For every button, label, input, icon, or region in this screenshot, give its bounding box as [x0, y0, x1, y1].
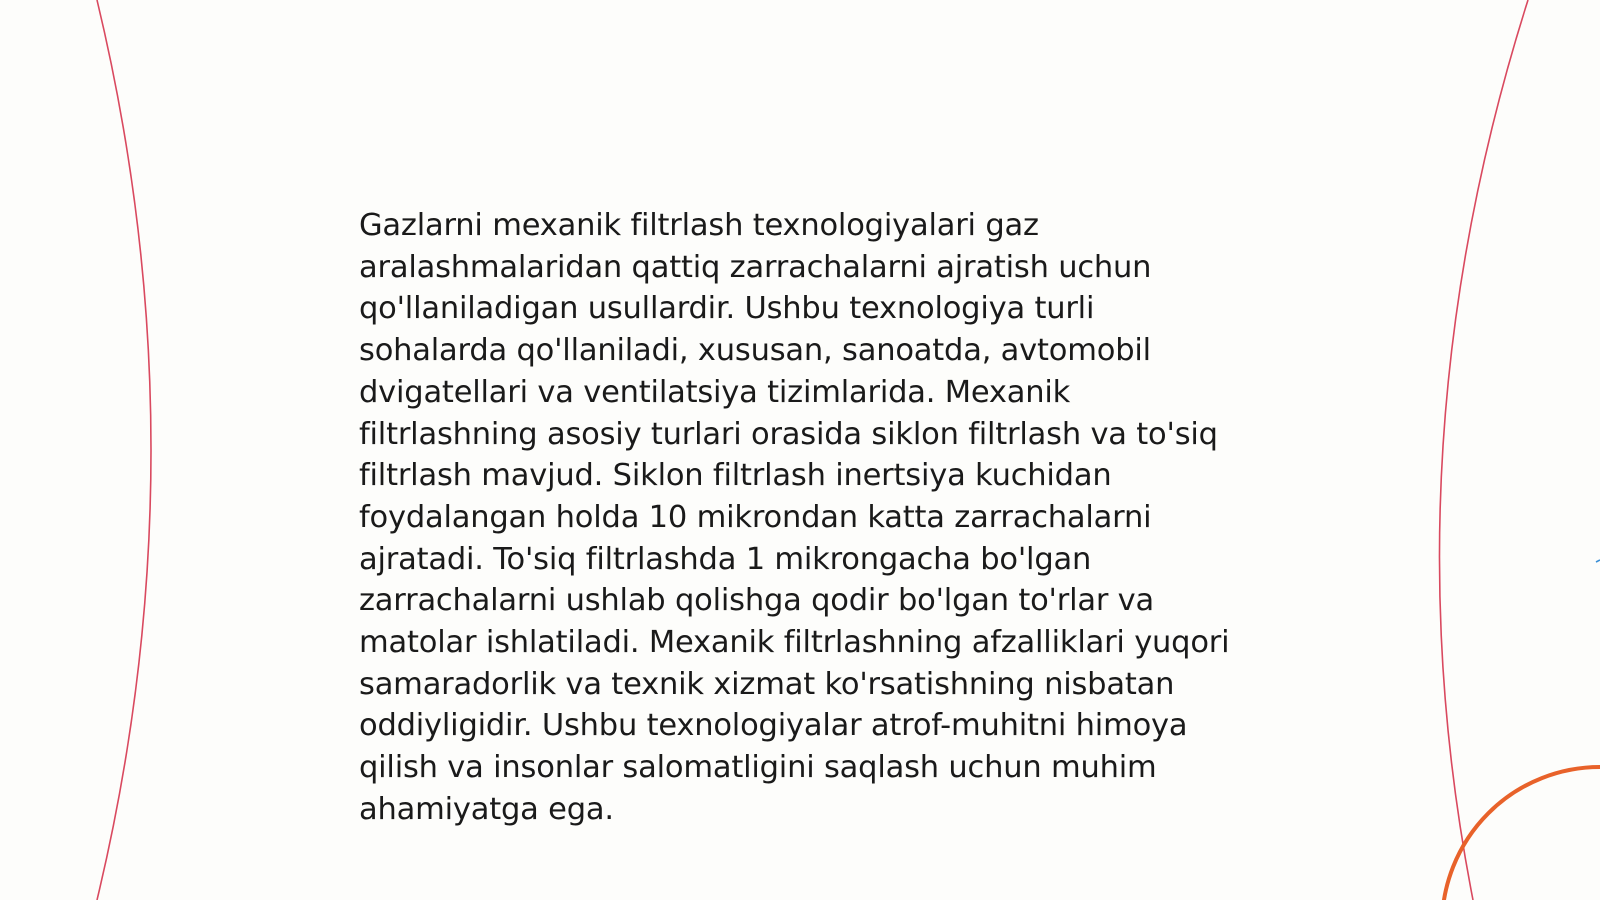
blue-accent-mark [1596, 560, 1600, 562]
slide-body-text: Gazlarni mexanik filtrlash texnologiyalari gaz aralashmalaridan qattiq zarrachalarni ajratish uchun qo'llaniladigan usullardir. Ushbu texnologiya turli sohalarda qo'llaniladi, xususan, sanoatda, avtomobil dvigatellari va ventilatsiya tizimlarida. Mexanik filtrlashning asosiy turlari orasida siklon filtrlash va to'siq filtrlash mavjud. Siklon filtrlash inertsiya kuchidan foydalangan holda 10 mikrondan katta zarrachalarni ajratadi. To'siq filtrlashda 1 mikrongacha bo'lgan zarrachalarni ushlab qolishga qodir bo'lgan to'rlar va matolar ishlatiladi. Mexanik filtrlashning afzalliklari yuqori samaradorlik va texnik xizmat ko'rsatishning nisbatan oddiyligidir. Ushbu texnologiyalar atrof-muhitni himoya qilish va insonlar salomatligini saqlash uchun muhim ahamiyatga ega. [359, 208, 1230, 827]
right-curve-line [1439, 0, 1528, 900]
left-curve-line [97, 0, 151, 900]
orange-circle-outline [1442, 767, 1600, 900]
